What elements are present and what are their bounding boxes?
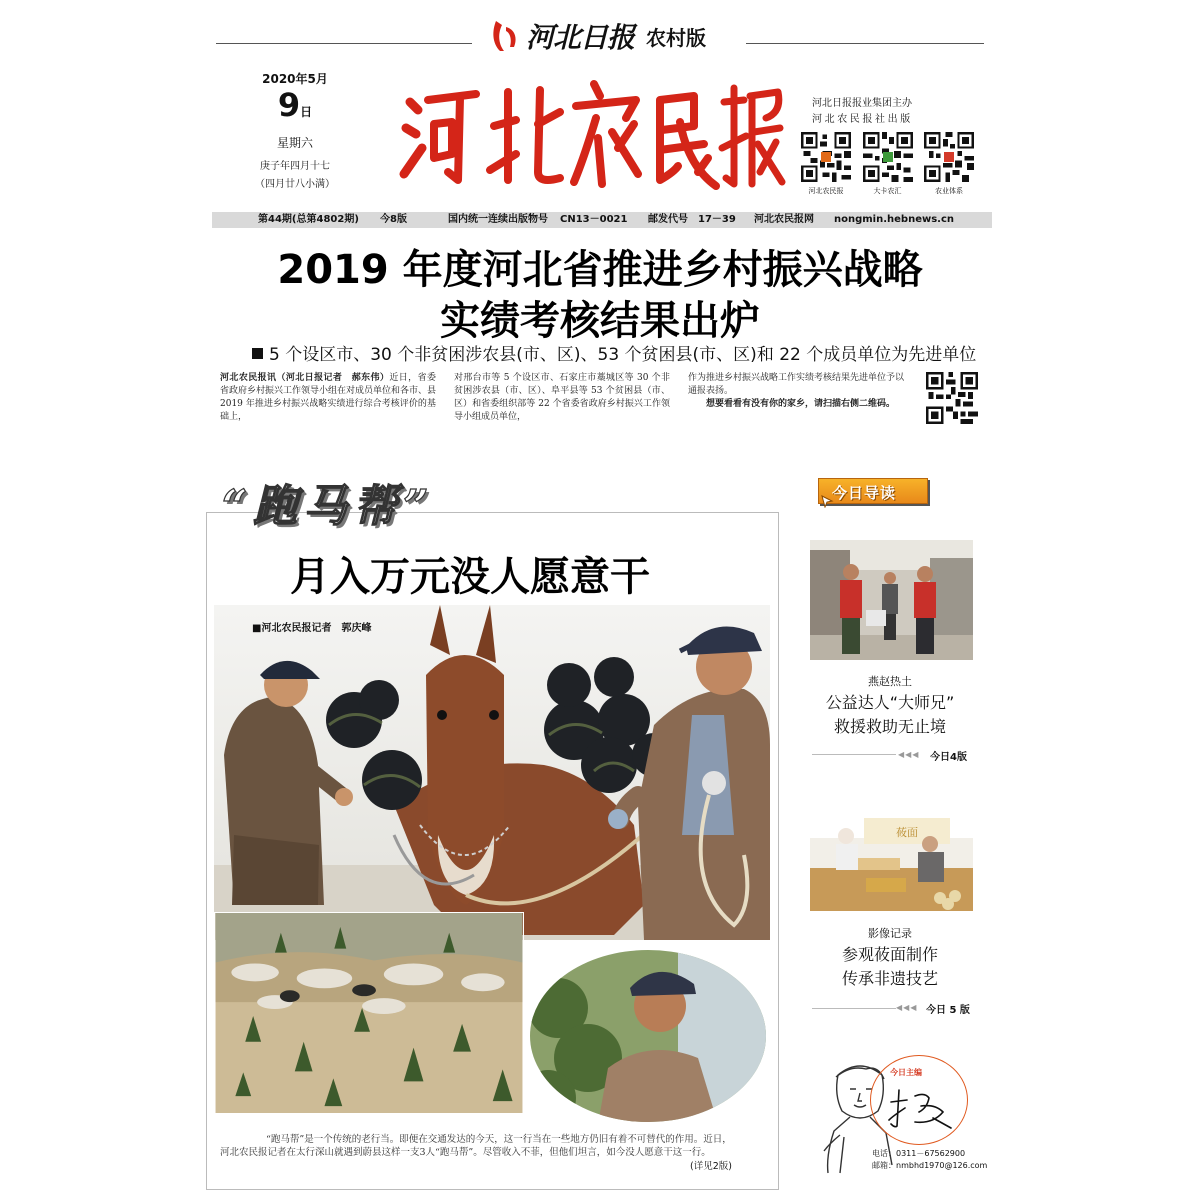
bullet-square-icon	[252, 348, 263, 359]
oat-noodle-making-photo	[810, 798, 973, 911]
guide-tag-label: 今日导读	[832, 484, 897, 502]
cn-number: CN13－0021	[560, 214, 628, 225]
publisher-press: 河北农民报社出版	[812, 114, 913, 125]
feature-kicker: “跑马帮”	[222, 481, 435, 532]
date-lunar: 庚子年四月十七	[260, 161, 330, 172]
date-weekday: 星期六	[276, 136, 313, 150]
page-count: 今8版	[380, 214, 407, 225]
feature-byline: ■河北农民报记者 郭庆峰	[252, 623, 372, 634]
site-label: 河北农民报网	[754, 214, 814, 225]
editor-phone: 电话：0311－67562900	[872, 1149, 966, 1158]
qr-code-item[interactable]	[923, 132, 975, 196]
date-year-month: 2020年5月	[262, 72, 328, 86]
qr-code-icon	[923, 132, 975, 182]
lead-headline-line1: 2019 年度河北省推进乡村振兴战略	[277, 247, 923, 293]
feature-caption: “跑马帮”是一个传统的老行当。即便在交通发达的今天，这一行当在一些地方仍旧有着不可替代的作用。近日，河北农民报记者在太行深山就遇到蔚县这样一支3人“跑马帮”。尽管收入不菲，但他们坦言，如今没人愿意干这一行。	[220, 1134, 732, 1158]
qr-code-label: 河北农民报	[808, 187, 844, 195]
feature-title: 月入万元没人愿意干	[290, 554, 650, 600]
qr-code-icon	[862, 132, 914, 182]
feature-see-page[interactable]: (详见2版)	[690, 1161, 732, 1172]
qr-code-row	[800, 132, 975, 196]
guide-item-1-rule	[812, 754, 896, 755]
publisher-info	[812, 96, 972, 128]
guide-item-1-page-ref[interactable]: 今日4版	[930, 752, 967, 763]
shop-sign: 莜面	[896, 826, 918, 839]
issue-info-strip	[212, 212, 992, 228]
mule-caravan-photo	[214, 605, 770, 940]
group-logo	[490, 14, 740, 58]
guide-item-1-arrows-icon: ◀◀◀	[898, 750, 920, 759]
today-guide-tag	[818, 478, 930, 506]
qr-code-label: 农业体系	[935, 187, 963, 195]
lead-scan-prompt: 想要看看有没有你的家乡，请扫描右侧二维码。	[706, 399, 896, 409]
cn-label: 国内统一连续出版物号	[448, 214, 548, 225]
masthead-rule-right	[746, 43, 984, 44]
muleteer-portrait-photo	[528, 948, 768, 1124]
site-url[interactable]: nongmin.hebnews.cn	[834, 214, 955, 225]
editor-email[interactable]: 邮箱：nmbhd1970@126.com	[872, 1161, 988, 1170]
guide-item-1-title-line1[interactable]: 公益达人“大师兄”	[825, 693, 955, 712]
guide-item-1-category: 燕赵热土	[868, 675, 912, 688]
group-logo-name: 河北日报	[526, 21, 635, 54]
qr-code-icon	[800, 132, 852, 182]
guide-item-2-title-line2[interactable]: 传承非遗技艺	[841, 969, 938, 988]
lead-subhead: 5 个设区市、30 个非贫困涉农县(市、区)、53 个贫困县(市、区)和 22 个成员单位为先进单位	[252, 340, 972, 365]
lead-column-1: 河北农民报讯（河北日报记者 郝东伟）近日，省委省政府乡村振兴工作领导小组在对成员单位和各市、县 2019 年推进乡村振兴战略实绩进行综合考核评价的基础上，	[220, 373, 437, 422]
publisher-host: 河北日报报业集团主办	[812, 98, 912, 109]
lead-dateline: 河北农民报讯（河北日报记者 郝东伟）	[220, 373, 390, 383]
editor-signature	[885, 1082, 955, 1132]
qr-code-item[interactable]	[862, 132, 914, 196]
edition-label: 农村版	[646, 25, 707, 50]
lead-column-3: 作为推进乡村振兴战略工作实绩考核结果先进单位予以通报表扬。 想要看看有没有你的家乡，请扫描右侧二维码。	[688, 373, 905, 409]
lead-column-2: 对邢台市等 5 个设区市、石家庄市藁城区等 30 个非贫困涉农县（市、区）、阜平县等 53 个贫困县（市、区）和省委组织部等 22 个省委省政府乡村振兴工作领导小组成员单位，	[454, 373, 670, 422]
date-solar-term: （四月廿八小满）	[255, 179, 335, 190]
volunteers-photo	[810, 540, 973, 660]
guide-item-2-category: 影像记录	[868, 927, 912, 940]
newspaper-nameplate-logo	[398, 62, 788, 202]
qr-code-label: 大卡农汇	[873, 187, 902, 195]
editor-label: 今日主编	[890, 1068, 922, 1077]
issue-number: 第44期(总第4802期)	[258, 214, 359, 225]
postal-label: 邮发代号	[648, 214, 688, 225]
guide-item-2-page-ref[interactable]: 今日 5 版	[926, 1005, 970, 1016]
mountain-hillside-photo	[214, 912, 524, 1114]
qr-code-item[interactable]	[800, 132, 852, 196]
date-block	[240, 70, 350, 190]
guide-item-2-rule	[812, 1008, 896, 1009]
date-day: 9日	[277, 86, 313, 124]
guide-item-1-title-line2[interactable]: 救援救助无止境	[833, 717, 946, 736]
lead-headline-line2: 实绩考核结果出炉	[440, 298, 760, 344]
guide-item-2-title-line1[interactable]: 参观莜面制作	[841, 945, 938, 964]
guide-item-2-arrows-icon: ◀◀◀	[896, 1003, 918, 1012]
hebei-daily-logo-icon	[490, 17, 520, 55]
lead-qr-code-icon[interactable]	[926, 372, 978, 424]
masthead-rule-left	[216, 43, 472, 44]
postal-code: 17－39	[698, 214, 736, 225]
guide-pointer-icon	[820, 494, 834, 508]
